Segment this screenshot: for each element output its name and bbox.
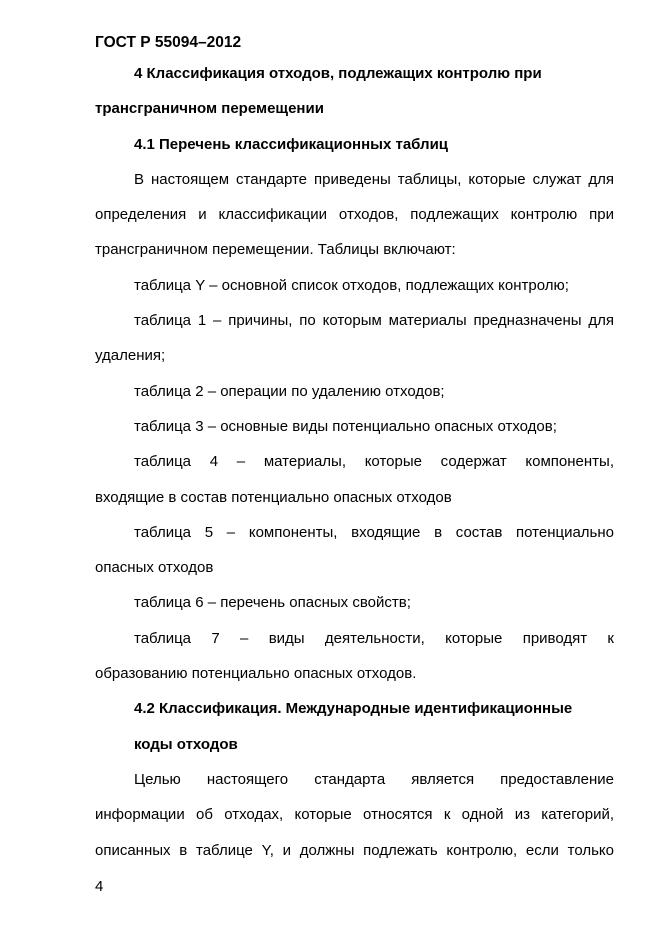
text-line: 4.1 Перечень классификационных таблиц [134,135,449,153]
text-line: 4.2 Классификация. Международные идентификационные [134,700,573,718]
text-line: В настоящем стандарте приведены таблицы, которые служат для [134,170,614,188]
text-line: таблица 1 – причины, по которым материалы предназначены для [134,312,614,330]
document-header: ГОСТ Р 55094–2012 [95,34,242,51]
text-line: трансграничном перемещении [95,100,324,118]
text-line: таблица 4 – материалы, которые содержат компоненты, [134,453,614,471]
text-line: таблица 2 – операции по удалению отходов; [134,382,445,400]
text-line: информации об отходах, которые относятся к одной из категорий, [95,806,614,824]
text-line: входящие в состав потенциально опасных отходов [95,488,452,506]
text-line: определения и классификации отходов, подлежащих контролю при [95,206,614,224]
text-line: таблица 3 – основные виды потенциально опасных отходов; [134,417,557,435]
text-line: удаления; [95,347,166,365]
text-line: таблица 6 – перечень опасных свойств; [134,594,411,612]
text-line: Целью настоящего стандарта является предоставление [134,770,614,788]
page-number: 4 [95,878,104,895]
text-line: 4 Классификация отходов, подлежащих контролю при [134,65,542,82]
text-line: образованию потенциально опасных отходов. [95,665,417,683]
text-line: таблица 5 – компоненты, входящие в состав потенциально [134,523,614,541]
text-line: трансграничном перемещении. Таблицы включают: [95,241,456,259]
text-line: опасных отходов [95,559,214,577]
text-line: таблица 7 – виды деятельности, которые приводят к [134,629,614,647]
document-body [95,56,614,868]
text-line: коды отходов [134,735,238,753]
text-line: таблица Y – основной список отходов, подлежащих контролю; [134,276,569,294]
text-line: описанных в таблице Y, и должны подлежать контролю, если только [95,841,614,859]
